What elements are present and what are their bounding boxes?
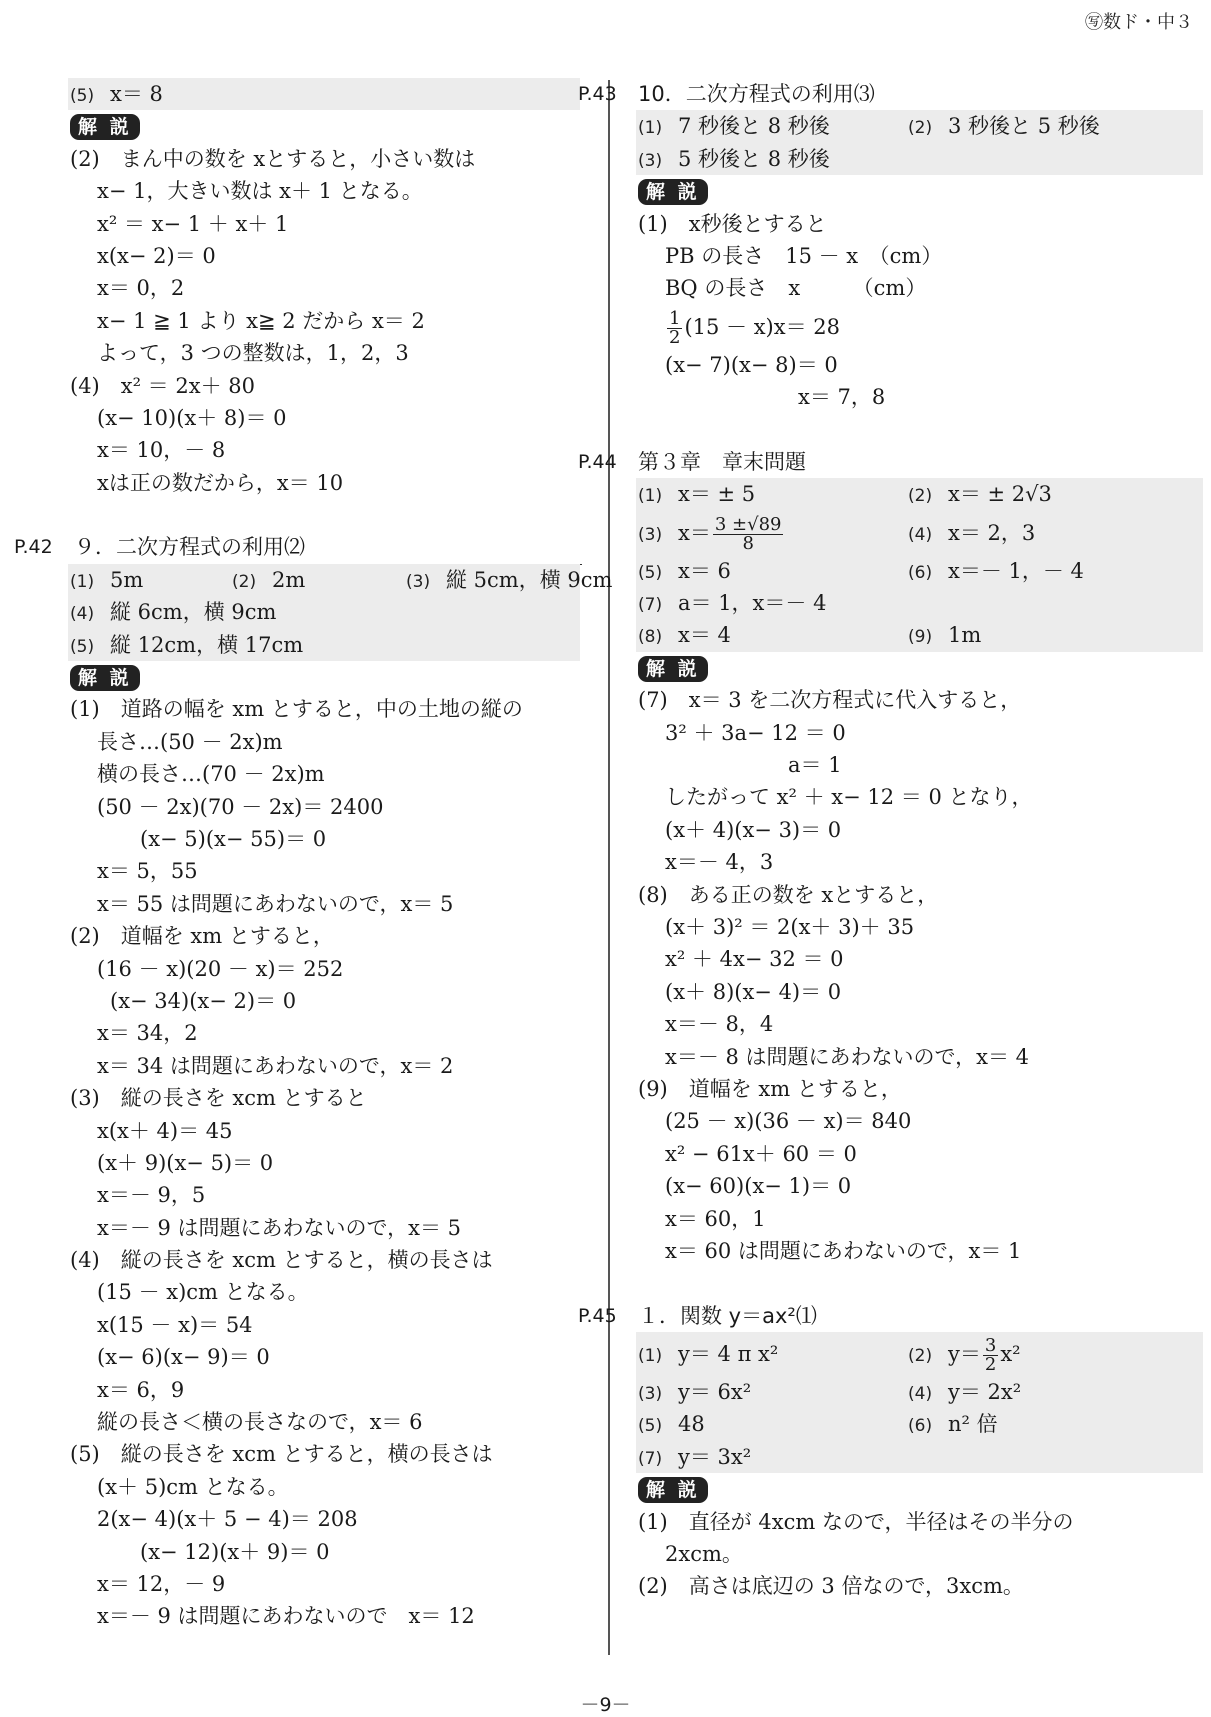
explanation-line: (x− 10)(x＋ 8)＝ 0	[97, 405, 287, 430]
spacer	[70, 499, 580, 531]
explanation-line: (1) x秒後とすると	[638, 211, 827, 236]
explanation-badge: 解 説	[638, 1477, 708, 1503]
fraction	[983, 1337, 998, 1374]
section-p43	[578, 78, 1203, 110]
answer-row	[636, 619, 1203, 651]
explanation-line: x− 1 ≧ 1 より x≧ 2 だから x＝ 2	[97, 308, 425, 333]
explanation-line: x＝ 55 は問題にあわないので，x＝ 5	[97, 891, 454, 916]
section-title: 10．二次方程式の利用⑶	[638, 78, 1201, 111]
answer-row	[636, 110, 1203, 142]
explanation-line: x＝－ 4，3	[665, 850, 774, 875]
answer-text: 縦 5cm，横 9cm	[446, 567, 613, 592]
explanation-line	[638, 305, 1203, 349]
explanation-line: x(x＋ 4)＝ 45	[97, 1118, 233, 1143]
answer-text: 1m	[948, 623, 982, 648]
explanation-line: 長さ…(50 － 2x)m	[97, 729, 283, 754]
explanation-badge-row	[70, 110, 580, 142]
explanation-line: (x− 34)(x− 2)＝ 0	[110, 988, 297, 1013]
explanation-badge-row	[70, 661, 580, 693]
explanation-line: (x＋ 5)cm となる。	[97, 1474, 289, 1499]
explanation-line: (2) まん中の数を xとすると，小さい数は	[70, 146, 476, 171]
answer-text: y＝	[948, 1342, 981, 1367]
answer-row	[636, 511, 1203, 555]
explanation-line: x＝ 10，－ 8	[97, 438, 226, 463]
explanation-line: x² ＋ 4x− 32 ＝ 0	[665, 947, 844, 972]
explanation-line: x＝－ 9 は問題にあわないので，x＝ 5	[97, 1215, 462, 1240]
answer-row	[68, 78, 580, 110]
explanation-line: 3² ＋ 3a− 12 ＝ 0	[665, 720, 846, 745]
answer-number: (1)	[638, 1346, 663, 1367]
explanation-line: (7) x＝ 3 を二次方程式に代入すると，	[638, 688, 1022, 713]
section-page: P.42	[14, 536, 53, 559]
answer-number: (2)	[908, 1346, 933, 1367]
explanation-line: (15 － x)cm となる。	[97, 1280, 309, 1305]
fraction-numerator: 3	[984, 1335, 997, 1357]
section-p42	[14, 531, 580, 563]
answer-number: (3)	[406, 571, 431, 592]
right-column	[578, 78, 1203, 1603]
explanation-line: (x＋ 4)(x− 3)＝ 0	[665, 817, 842, 842]
answer-text: 縦 6cm，横 9cm	[110, 600, 277, 625]
answer-text: 5 秒後と 8 秒後	[678, 146, 830, 171]
answer-text: 7 秒後と 8 秒後	[678, 114, 830, 139]
fraction-denominator: 8	[742, 532, 754, 554]
answer-row	[68, 629, 580, 661]
answer-row	[636, 1376, 1203, 1408]
explanation-line: (x− 12)(x＋ 9)＝ 0	[140, 1539, 330, 1564]
explanation-line: x(x− 2)＝ 0	[97, 243, 216, 268]
answer-text: 縦 12cm，横 17cm	[110, 632, 304, 657]
answer-text: y＝ 6x²	[678, 1380, 752, 1405]
answer-number: (6)	[908, 562, 933, 583]
answer-number: (7)	[638, 1448, 663, 1469]
answer-text: x＝ 8	[110, 82, 163, 106]
section-title: 第３章 章末問題	[638, 446, 1201, 479]
answer-text: x＝ ± 2√3	[948, 482, 1052, 507]
explanation-line: (x− 5)(x− 55)＝ 0	[140, 826, 327, 851]
explanation-line: x＝ 6，9	[97, 1377, 185, 1402]
explanation-line: (x− 60)(x− 1)＝ 0	[665, 1174, 852, 1199]
answer-number: (2)	[232, 571, 257, 592]
explanation-line: x＝ 34 は問題にあわないので，x＝ 2	[97, 1053, 454, 1078]
fraction-numerator: 1	[669, 307, 681, 329]
section-page: P.45	[578, 1304, 617, 1327]
answer-text: 3 秒後と 5 秒後	[948, 114, 1100, 139]
answer-number: (3)	[638, 524, 663, 545]
answer-text: x＝ 2，3	[948, 520, 1036, 545]
explanation-line: (9) 道幅を xm とすると，	[638, 1076, 902, 1101]
explanation-line: x＝ 0，2	[97, 276, 185, 301]
explanation-badge-row	[638, 652, 1203, 684]
fraction-denominator: 2	[669, 326, 681, 348]
explanation-line: (4) 縦の長さを xcm とすると，横の長さは	[70, 1248, 493, 1273]
answer-text: 2m	[272, 567, 306, 592]
answer-text: 5m	[110, 567, 144, 592]
explanation-badge-row	[638, 175, 1203, 207]
explanation-line: BQ の長さ x （cm）	[665, 276, 927, 301]
explanation-line: x＝ 5，55	[97, 859, 198, 884]
explanation-line: x² ＝ x− 1 ＋ x＋ 1	[97, 211, 289, 236]
answer-text: y＝ 3x²	[678, 1444, 752, 1469]
spacer	[638, 414, 1203, 446]
explanation-line: (2) 道幅を xm とすると，	[70, 924, 334, 949]
explanation-badge: 解 説	[638, 179, 708, 205]
explanation-line: (5) 縦の長さを xcm とすると，横の長さは	[70, 1442, 493, 1467]
answer-text: n² 倍	[948, 1412, 998, 1437]
explanation-line: (8) ある正の数を xとすると，	[638, 882, 939, 907]
answer-row	[636, 143, 1203, 175]
explanation-badge: 解 説	[638, 656, 708, 682]
answer-row	[636, 1408, 1203, 1440]
explanation-line: (x＋ 3)² ＝ 2(x＋ 3)＋ 35	[665, 914, 915, 939]
explanation-line: (4) x² ＝ 2x＋ 80	[70, 373, 255, 398]
answer-number: (9)	[908, 627, 933, 648]
explanation-badge: 解 説	[70, 665, 140, 691]
answer-text: x＝－ 1，－ 4	[948, 558, 1084, 583]
answer-number: (8)	[638, 627, 663, 648]
answer-number: (7)	[638, 595, 663, 616]
answer-number: (1)	[70, 571, 95, 592]
explanation-line: (1) 直径が 4xcm なので，半径はその半分の	[638, 1509, 1074, 1534]
explanation-line: (1) 道路の幅を xm とすると，中の土地の縦の	[70, 697, 523, 722]
answer-number: (1)	[638, 118, 663, 139]
explanation-line: (50 － 2x)(70 － 2x)＝ 2400	[97, 794, 384, 819]
answer-text: y＝ 4 π x²	[678, 1342, 779, 1367]
explanation-line: 縦の長さ＜横の長さなので，x＝ 6	[97, 1410, 423, 1435]
explanation-line: (25 － x)(36 － x)＝ 840	[665, 1109, 912, 1134]
answer-row	[636, 1441, 1203, 1473]
section-p44	[578, 446, 1203, 478]
column-divider	[608, 80, 610, 1655]
explanation-line: (x− 7)(x− 8)＝ 0	[665, 352, 838, 377]
answer-text: x＝ ± 5	[678, 482, 756, 507]
answer-number: (6)	[908, 1416, 933, 1437]
section-title: ９．二次方程式の利用⑵	[74, 531, 582, 564]
explanation-line: PB の長さ 15 － x （cm）	[665, 243, 943, 268]
fraction	[667, 307, 682, 348]
explanation-line: x＝ 60 は問題にあわないので，x＝ 1	[665, 1238, 1022, 1263]
explanation-line: x＝－ 9 は問題にあわないので x＝ 12	[97, 1604, 475, 1629]
fraction	[713, 513, 784, 554]
answer-row	[68, 596, 580, 628]
header-tag: ㊢数ド・中３	[1085, 12, 1193, 33]
answer-text: x＝	[678, 520, 711, 545]
explanation-line: x＝－ 8 は問題にあわないので，x＝ 4	[665, 1044, 1030, 1069]
answer-number: (5)	[70, 86, 95, 106]
explanation-line: 横の長さ…(70 － 2x)m	[97, 762, 325, 787]
explanation-badge: 解 説	[70, 114, 140, 140]
explanation-line: x＝ 60，1	[665, 1206, 766, 1231]
explanation-line: 2(x− 4)(x＋ 5 − 4)＝ 208	[97, 1507, 358, 1532]
section-page: P.43	[578, 83, 617, 105]
answer-number: (5)	[638, 1416, 663, 1437]
explanation-line: x＝ 12，－ 9	[97, 1571, 226, 1596]
explanation-line: (x＋ 8)(x− 4)＝ 0	[665, 979, 842, 1004]
explanation-badge-row	[638, 1473, 1203, 1505]
answer-number: (3)	[638, 150, 663, 171]
answer-text: y＝ 2x²	[948, 1380, 1022, 1405]
answer-text: x＝ 6	[678, 558, 731, 583]
section-page: P.44	[578, 450, 617, 473]
explanation-line: (2) 高さは底辺の 3 倍なので，3xcm。	[638, 1574, 1024, 1599]
explanation-line: したがって x² ＋ x− 12 ＝ 0 となり，	[665, 785, 1033, 810]
explanation-line: x− 1，大きい数は x＋ 1 となる。	[97, 179, 423, 204]
answer-number: (4)	[70, 604, 95, 625]
explanation-line: 2xcm。	[665, 1542, 743, 1567]
answer-row	[636, 587, 1203, 619]
answer-number: (1)	[638, 486, 663, 507]
answer-number: (5)	[70, 636, 95, 657]
answer-number: (5)	[638, 562, 663, 583]
answer-row	[636, 555, 1203, 587]
explanation-line: (16 － x)(20 － x)＝ 252	[97, 956, 344, 981]
explanation-line: x＝－ 8，4	[665, 1012, 774, 1037]
answer-number: (4)	[908, 524, 933, 545]
answer-number: (2)	[908, 118, 933, 139]
answer-text: x＝ 4	[678, 623, 731, 648]
explanation-line: (x＋ 9)(x− 5)＝ 0	[97, 1150, 274, 1175]
answer-number: (4)	[908, 1384, 933, 1405]
answer-row	[636, 1332, 1203, 1376]
explanation-line: xは正の数だから，x＝ 10	[97, 470, 344, 495]
explanation-line: x＝ 7，8	[798, 385, 886, 410]
answer-number: (2)	[908, 486, 933, 507]
spacer	[638, 1267, 1203, 1299]
fraction-numerator: 3 ±√89	[714, 513, 782, 535]
answer-row	[636, 478, 1203, 510]
answer-number: (3)	[638, 1384, 663, 1405]
explanation-line: x(15 － x)＝ 54	[97, 1312, 253, 1337]
answer-text: a＝ 1，x＝－ 4	[678, 591, 827, 616]
page-number: －9－	[580, 1694, 631, 1716]
answer-text: 48	[678, 1412, 705, 1437]
section-title: １．関数 y＝ax²⑴	[638, 1300, 1201, 1333]
explanation-line: よって，3 つの整数は，1，2，3	[97, 341, 409, 366]
explanation-line: a＝ 1	[788, 753, 842, 778]
explanation-line: x＝－ 9，5	[97, 1183, 206, 1208]
explanation-line: x² − 61x＋ 60 ＝ 0	[665, 1141, 857, 1166]
section-p45	[578, 1300, 1203, 1332]
explanation-line: (3) 縦の長さを xcm とすると	[70, 1086, 367, 1111]
explanation-line: x＝ 34，2	[97, 1021, 198, 1046]
answer-text: x²	[1000, 1342, 1021, 1367]
fraction-denominator: 2	[984, 1354, 997, 1376]
explanation-line: (x− 6)(x− 9)＝ 0	[97, 1345, 270, 1370]
equation-text: (15 － x)x＝ 28	[684, 314, 840, 339]
answer-row	[68, 564, 613, 596]
